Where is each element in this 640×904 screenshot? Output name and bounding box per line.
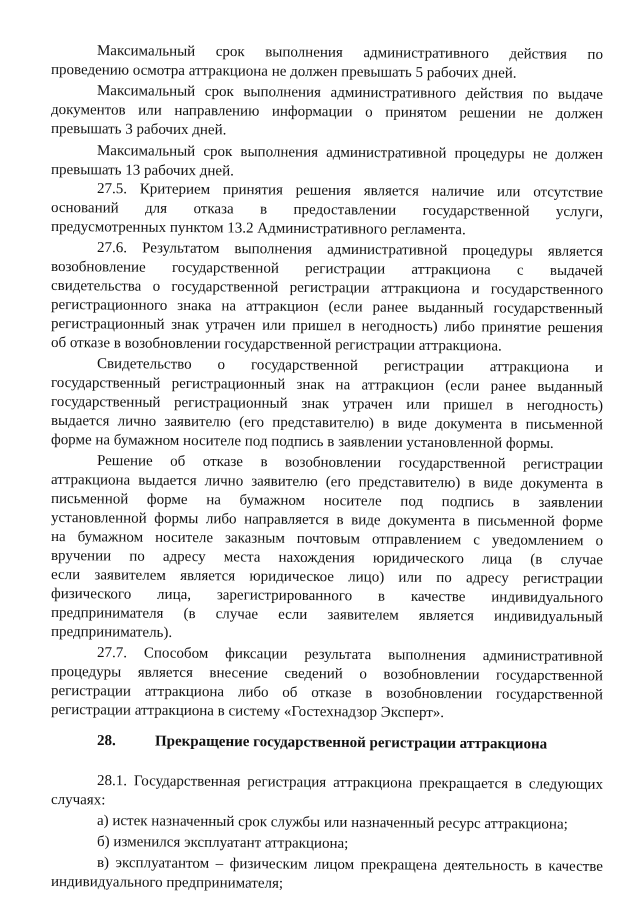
text-line: Максимальный срок выполнения административной процедуры не должен	[96, 143, 604, 163]
text-line: Свидетельство о государственной регистрации аттракциона и	[96, 356, 604, 376]
text-line: оснований для отказа в предоставлении государственной услуги,	[50, 200, 604, 221]
text-line: предприниматель).	[50, 624, 173, 641]
text-line: процедуры является внесение сведений о возобновлении государственной	[50, 664, 604, 685]
text-line: форме на бумажном носителе под подпись в заявлении установленной формы.	[50, 432, 554, 452]
text-line: если заявителем является юридическое лицо) или по адресу регистрации	[50, 567, 604, 588]
text-line: вручении по адресу места нахождения юридического лица (в случае	[50, 548, 604, 569]
text-line: установленной формы либо направляется в виде документа в письменной форме	[50, 510, 604, 531]
text-line: документов или направлению информации о принятом решении не должен	[50, 102, 604, 123]
text-line: индивидуального предпринимателя;	[50, 874, 284, 892]
text-line: регистрационного знака на аттракцион (если ранее выданный государственный	[50, 297, 604, 318]
text-line: на бумажном носителе заказным почтовым отправлением с уведомлением о	[50, 529, 604, 550]
text-line: Максимальный срок выполнения административного действия по выдаче	[96, 83, 604, 103]
text-line: государственный регистрационный знак на аттракцион (если ранее выданный	[50, 375, 604, 396]
text-line: возобновление государственной регистрации аттракциона с выдачей	[50, 259, 604, 280]
section-heading	[97, 731, 603, 755]
text-line: физического лица, зарегистрированного в качестве индивидуального	[50, 586, 604, 607]
text-line: об отказе в возобновлении государственной регистрации аттракциона.	[50, 335, 502, 355]
list-item: а) истек назначенный срок службы или назначенный ресурс аттракциона;	[96, 813, 568, 833]
section-title: Прекращение государственной регистрации аттракциона	[154, 733, 548, 753]
section-number: 28.	[96, 733, 116, 750]
text-line: предусмотренных пунктом 13.2 Административного регламента.	[50, 219, 466, 239]
text-line: 27.6. Результатом выполнения административной процедуры является	[96, 240, 604, 260]
text-line: Максимальный срок выполнения административного действия по	[96, 43, 604, 63]
text-line: регистрации аттракциона в систему «Гостехнадзор Эксперт».	[50, 702, 445, 722]
text-line: 28.1. Государственная регистрация аттракциона прекращается в следующих	[96, 773, 604, 793]
text-line: превышать 13 рабочих дней.	[50, 162, 234, 180]
text-line: 27.5. Критерием принятия решения является наличие или отсутствие	[96, 181, 604, 201]
text-line: 27.7. Способом фиксации результата выполнения административной	[96, 645, 604, 665]
text-line: проведению осмотра аттракциона не должен превышать 5 рабочих дней.	[50, 62, 517, 82]
text-line: письменной форме на бумажном носителе под подпись в заявлении	[50, 491, 604, 512]
text-line: государственный регистрационный знак утрачен или пришел в негодность)	[50, 394, 604, 415]
list-item: б) изменился эксплуатант аттракциона;	[96, 834, 349, 852]
text-line: аттракциона выдается лично заявителю (его представителю) в виде документа в	[50, 472, 604, 493]
text-line: Решение об отказе в возобновлении государственной регистрации	[96, 453, 604, 473]
text-line: превышать 3 рабочих дней.	[50, 121, 227, 139]
text-line: предпринимателя (в случае если заявителем является индивидуальный	[50, 605, 604, 626]
list-item: в) эксплуатантом – физическим лицом прекращена деятельность в качестве	[96, 855, 604, 875]
text-line: свидетельства о государственной регистрации аттракциона и государственного	[50, 278, 604, 299]
text-line: выдается лично заявителю (его представителю) в виде документа в письменной	[50, 413, 604, 434]
text-line: регистрационный знак утрачен или пришел в негодность) либо принятие решения	[50, 316, 604, 337]
text-line: регистрации аттракциона либо об отказе в возобновлении государственной	[50, 683, 604, 704]
text-line: случаях:	[50, 792, 106, 809]
